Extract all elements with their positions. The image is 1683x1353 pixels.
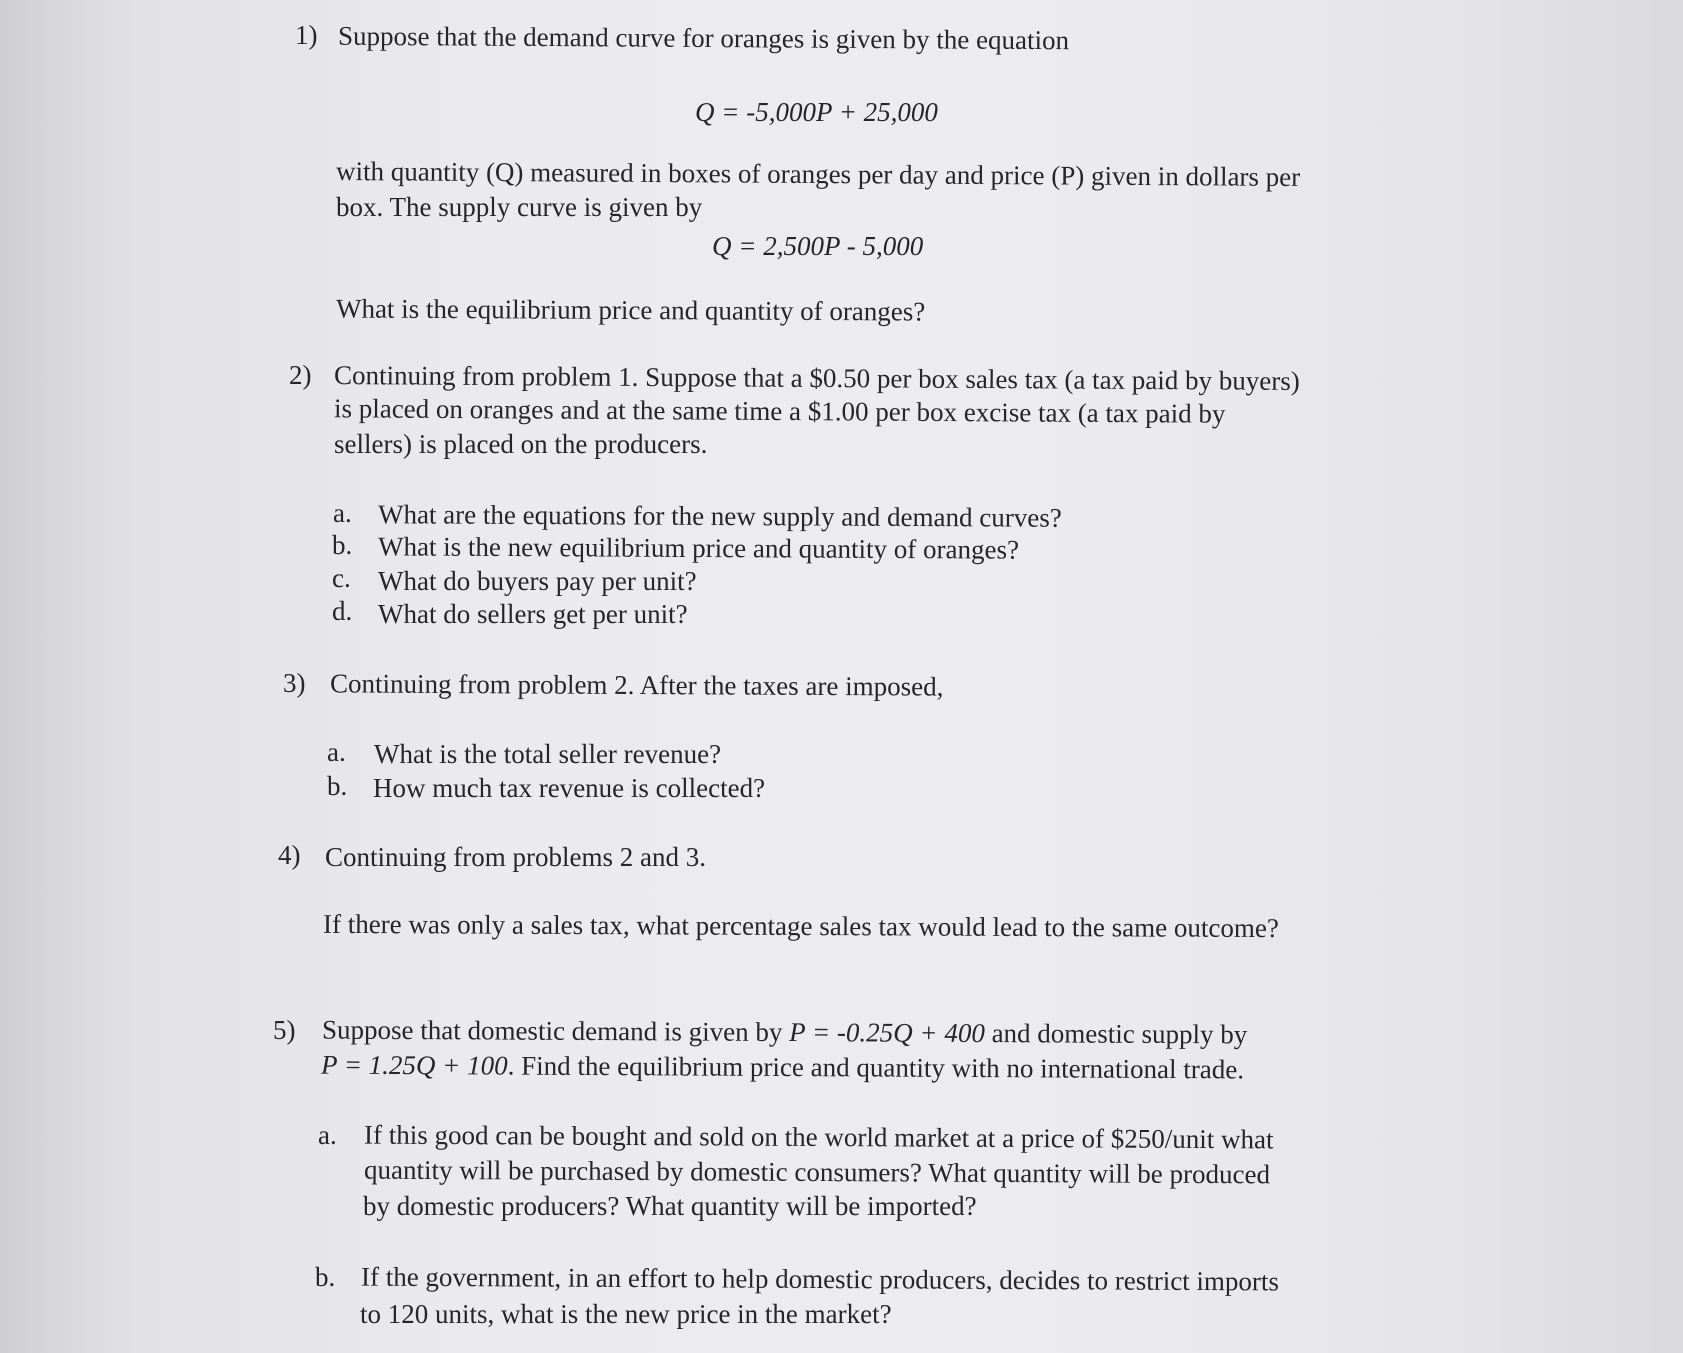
problem-5-item-a-line-2: quantity will be purchased by domestic consumers? What quantity will be produced	[363, 1154, 1271, 1190]
problem-4-line-1: Continuing from problems 2 and 3.	[325, 842, 706, 872]
problem-5-line-2	[321, 1049, 1244, 1086]
problem-2-number: 2)	[289, 360, 312, 390]
problem-2-item-c-text: What do buyers pay per unit?	[378, 566, 697, 596]
problem-2-item-b-text: What is the new equilibrium price and quantity of oranges?	[377, 531, 1020, 565]
problem-5-item-b-label: b.	[315, 1262, 336, 1292]
problem-5-line-1-text-a: Suppose that domestic demand is given by	[321, 1014, 790, 1048]
problem-4-number: 4)	[278, 840, 301, 870]
problem-2-line-3: sellers) is placed on the producers.	[334, 429, 708, 459]
problem-5-item-b-line-1: If the government, in an effort to help domestic producers, decides to restrict imports	[360, 1261, 1280, 1297]
problem-3-item-a-text: What is the total seller revenue?	[374, 739, 722, 769]
problem-5-supply-equation: P = 1.25Q + 100	[320, 1049, 508, 1081]
problem-2-item-c-label: c.	[332, 563, 351, 593]
problem-2-item-b-label: b.	[332, 530, 353, 560]
problem-5-item-a-label: a.	[318, 1120, 337, 1150]
problem-1-supply-equation: Q = 2,500P - 5,000	[712, 231, 924, 261]
problem-5-line-1-text-b: and domestic supply by	[984, 1018, 1248, 1050]
problem-2-item-d-text: What do sellers get per unit?	[378, 599, 688, 629]
problem-3-item-b-label: b.	[327, 771, 348, 801]
problem-2-line-1: Continuing from problem 1. Suppose that a $0.50 per box sales tax (a tax paid by buyers)	[333, 360, 1300, 396]
problem-1-number: 1)	[295, 20, 318, 50]
problem-2-line-2: is placed on oranges and at the same time a $1.00 per box excise tax (a tax paid by	[333, 393, 1226, 429]
problem-3-item-a-label: a.	[327, 737, 346, 767]
problem-5-item-a-line-1: If this good can be bought and sold on the world market at a price of $250/unit what	[363, 1119, 1274, 1155]
problem-1-demand-equation: Q = -5,000P + 25,000	[695, 97, 938, 127]
problem-1-line-2: with quantity (Q) measured in boxes of oranges per day and price (P) given in dollars per	[335, 156, 1301, 192]
problem-2-item-d-label: d.	[332, 596, 353, 626]
problem-5-item-a-line-3: by domestic producers? What quantity will be imported?	[363, 1191, 977, 1221]
problem-4-question: If there was only a sales tax, what percentage sales tax would lead to the same outcome?	[322, 908, 1279, 944]
problem-1-line-3: box. The supply curve is given by	[336, 192, 703, 222]
problem-3-number: 3)	[283, 668, 306, 698]
problem-3-item-b-text: How much tax revenue is collected?	[373, 773, 766, 803]
problem-1-question: What is the equilibrium price and quantity of oranges?	[335, 293, 926, 327]
problem-2-item-a-text: What are the equations for the new supply and demand curves?	[377, 499, 1062, 533]
problem-5-demand-equation: P = -0.25Q + 400	[789, 1017, 985, 1049]
problem-2-item-a-label: a.	[333, 498, 352, 528]
problem-5-number: 5)	[273, 1015, 296, 1045]
problem-3-line-1: Continuing from problem 2. After the taxes are imposed,	[329, 668, 944, 702]
problem-5-line-1	[322, 1014, 1248, 1051]
problem-5-item-b-line-2: to 120 units, what is the new price in the market?	[360, 1299, 892, 1329]
problem-1-line-1: Suppose that the demand curve for oranges is given by the equation	[337, 20, 1070, 56]
problem-5-line-2-text: . Find the equilibrium price and quantity with no international trade.	[507, 1050, 1245, 1085]
